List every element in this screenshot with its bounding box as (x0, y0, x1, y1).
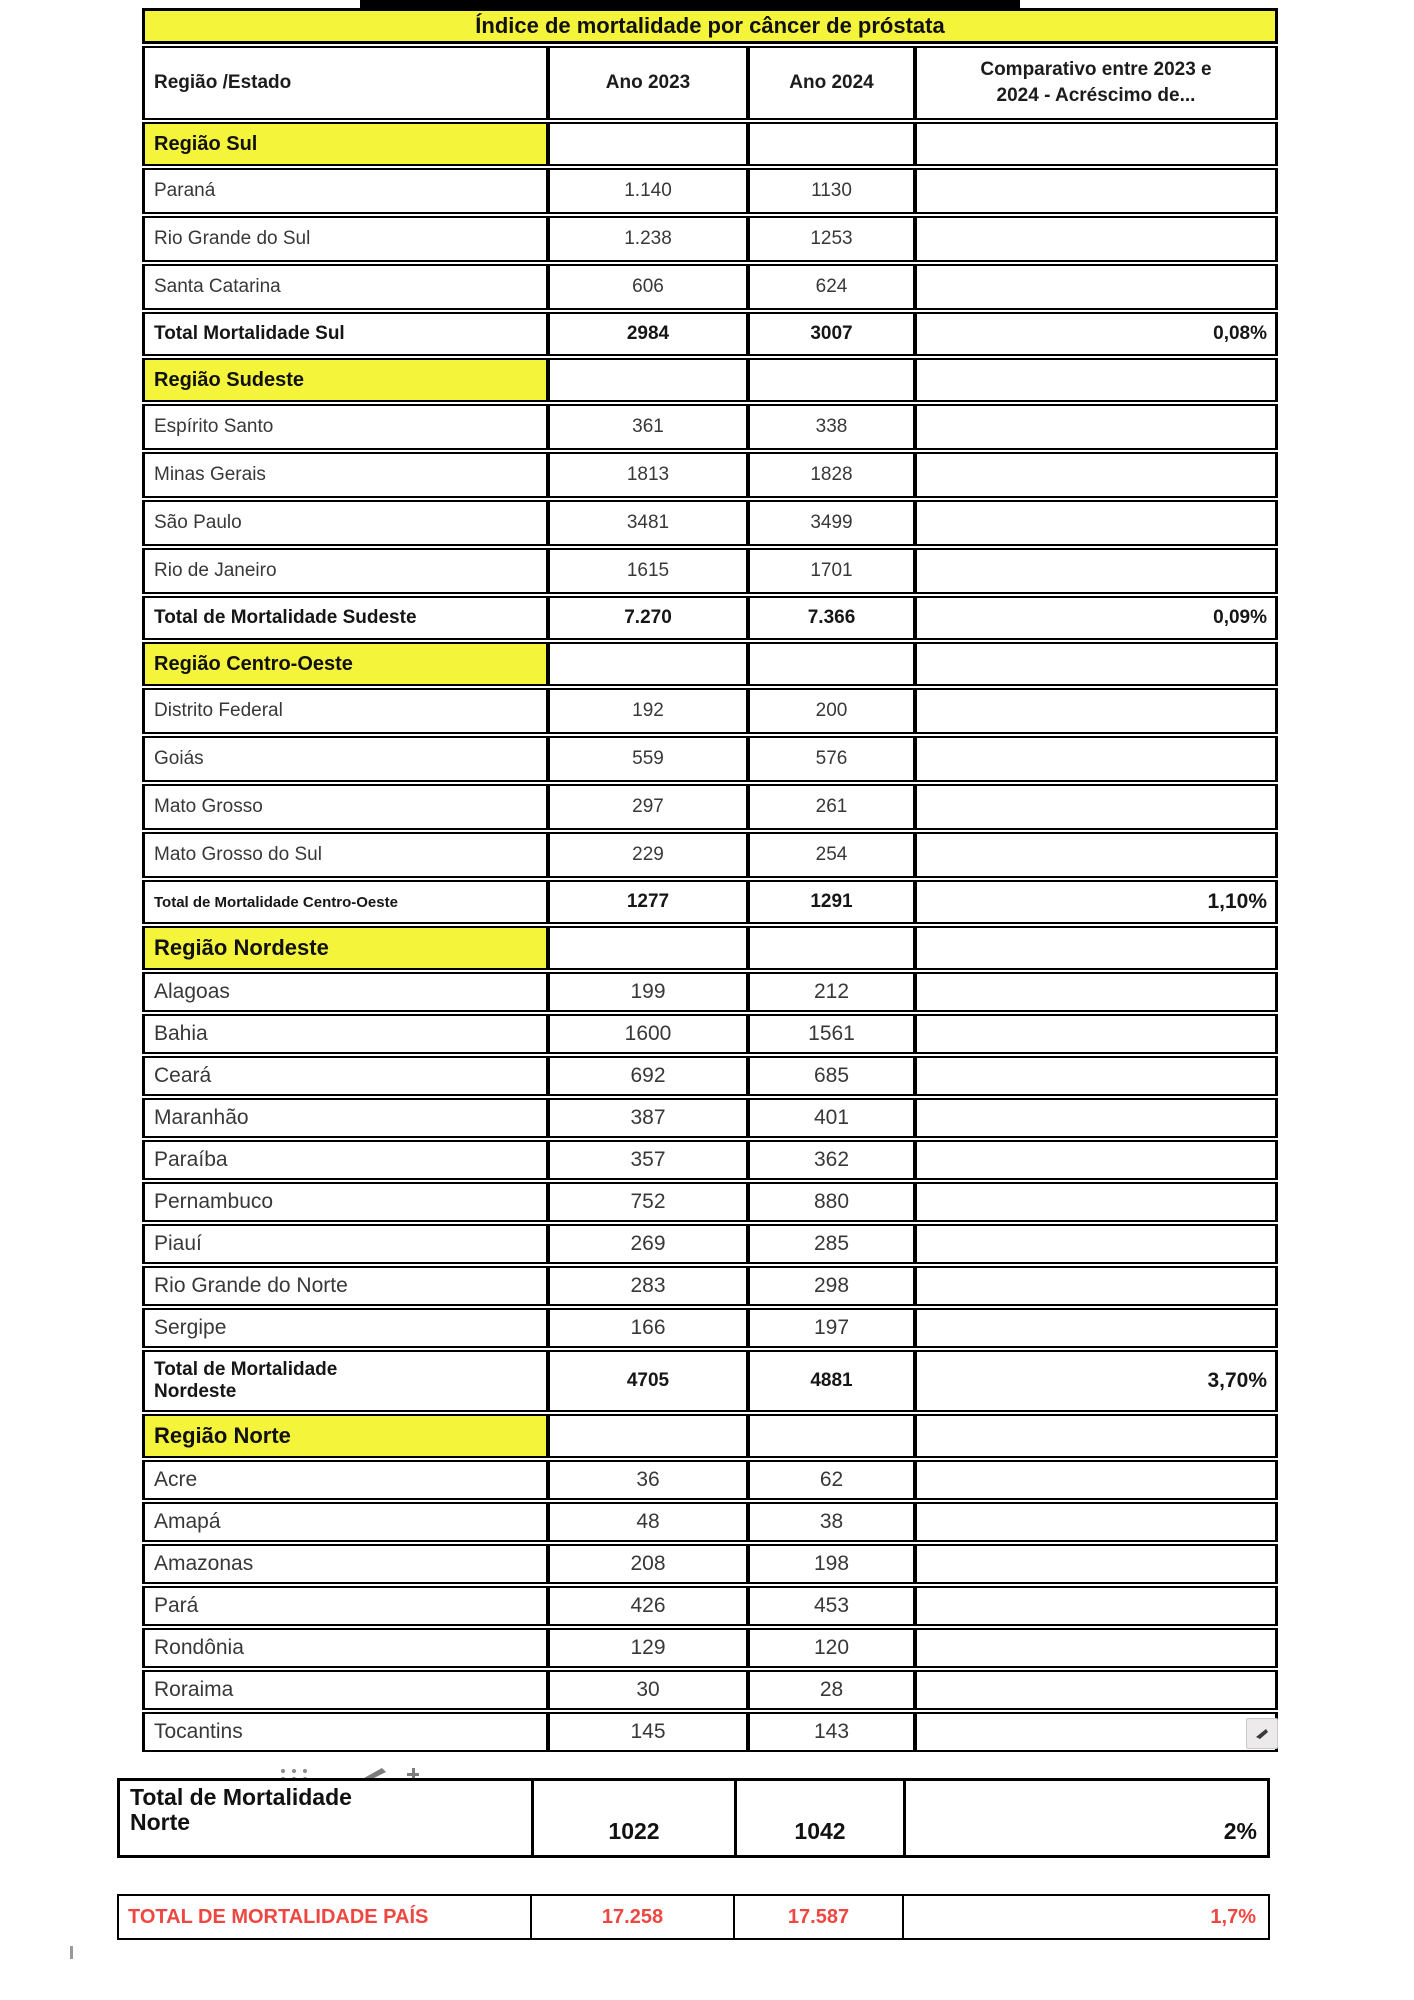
state-name-cell: Bahia (142, 1014, 548, 1054)
value-2024-cell: 62 (748, 1460, 915, 1500)
empty-cell (915, 122, 1278, 166)
state-row (142, 1014, 1278, 1054)
value-2023-cell: 192 (548, 688, 748, 734)
value-2024-cell: 880 (748, 1182, 915, 1222)
pais-total-pct: 1,7% (902, 1896, 1266, 1938)
empty-cell (548, 1414, 748, 1458)
total-2023-cell: 1277 (548, 880, 748, 924)
header-ano-2023: Ano 2023 (548, 46, 748, 120)
empty-cell (915, 1670, 1278, 1710)
empty-cell (548, 642, 748, 686)
state-row (142, 1460, 1278, 1500)
value-2023-cell: 166 (548, 1308, 748, 1348)
empty-cell (548, 122, 748, 166)
value-2024-cell: 453 (748, 1586, 915, 1626)
value-2024-cell: 198 (748, 1544, 915, 1584)
header-comparativo-line1: Comparativo entre 2023 e (980, 59, 1212, 81)
total-row (142, 1350, 1278, 1412)
state-row (142, 784, 1278, 830)
value-2024-cell: 3499 (748, 500, 915, 546)
total-row (142, 880, 1278, 924)
total-pct-cell: 0,08% (915, 312, 1278, 356)
state-row (142, 832, 1278, 878)
value-2023-cell: 1600 (548, 1014, 748, 1054)
state-name-cell: Pará (142, 1586, 548, 1626)
state-name-cell: Acre (142, 1460, 548, 1500)
value-2023-cell: 36 (548, 1460, 748, 1500)
header-row (142, 46, 1278, 120)
table-title: Índice de mortalidade por câncer de próstata (142, 8, 1278, 44)
value-2024-cell: 212 (748, 972, 915, 1012)
total-label-cell (142, 1350, 548, 1412)
state-row (142, 736, 1278, 782)
value-2023-cell: 145 (548, 1712, 748, 1752)
region-header-row (142, 122, 1278, 166)
empty-cell (915, 264, 1278, 310)
value-2023-cell: 1.238 (548, 216, 748, 262)
empty-cell (915, 972, 1278, 1012)
state-row (142, 216, 1278, 262)
state-row (142, 1628, 1278, 1668)
value-2024-cell: 143 (748, 1712, 915, 1752)
total-2024-cell: 4881 (748, 1350, 915, 1412)
empty-cell (915, 1224, 1278, 1264)
value-2024-cell: 197 (748, 1308, 915, 1348)
total-pct-cell: 1,10% (915, 880, 1278, 924)
state-name-cell: Amapá (142, 1502, 548, 1542)
value-2023-cell: 269 (548, 1224, 748, 1264)
value-2024-cell: 624 (748, 264, 915, 310)
state-name-cell: Piauí (142, 1224, 548, 1264)
state-name-cell: Mato Grosso (142, 784, 548, 830)
empty-cell (748, 642, 915, 686)
state-row (142, 688, 1278, 734)
value-2024-cell: 298 (748, 1266, 915, 1306)
value-2024-cell: 200 (748, 688, 915, 734)
value-2023-cell: 1.140 (548, 168, 748, 214)
region-label: Região Norte (142, 1414, 548, 1458)
region-header-row (142, 358, 1278, 402)
norte-total-label (120, 1781, 531, 1855)
total-label-cell: Total Mortalidade Sul (142, 312, 548, 356)
value-2024-cell: 685 (748, 1056, 915, 1096)
state-row (142, 1224, 1278, 1264)
region-header-row (142, 642, 1278, 686)
state-name-cell: Goiás (142, 736, 548, 782)
empty-cell (915, 452, 1278, 498)
empty-cell (915, 1056, 1278, 1096)
value-2024-cell: 338 (748, 404, 915, 450)
value-2023-cell: 559 (548, 736, 748, 782)
header-region-estado: Região /Estado (142, 46, 548, 120)
state-row (142, 1182, 1278, 1222)
value-2023-cell: 387 (548, 1098, 748, 1138)
text-cursor-artifact (70, 1946, 73, 1959)
total-pct-cell: 0,09% (915, 596, 1278, 640)
empty-cell (915, 642, 1278, 686)
state-name-cell: Amazonas (142, 1544, 548, 1584)
state-row (142, 1266, 1278, 1306)
empty-cell (748, 1414, 915, 1458)
value-2023-cell: 229 (548, 832, 748, 878)
value-2023-cell: 426 (548, 1586, 748, 1626)
value-2023-cell: 1813 (548, 452, 748, 498)
state-name-cell: Ceará (142, 1056, 548, 1096)
state-name-cell: São Paulo (142, 500, 548, 546)
value-2024-cell: 38 (748, 1502, 915, 1542)
header-comparativo (915, 46, 1278, 120)
value-2024-cell: 1561 (748, 1014, 915, 1054)
state-row (142, 1586, 1278, 1626)
value-2024-cell: 261 (748, 784, 915, 830)
total-pct-cell: 3,70% (915, 1350, 1278, 1412)
total-2024-cell: 1291 (748, 880, 915, 924)
state-row (142, 1712, 1278, 1752)
empty-cell (915, 688, 1278, 734)
value-2023-cell: 606 (548, 264, 748, 310)
region-header-row (142, 926, 1278, 970)
total-2023-cell: 7.270 (548, 596, 748, 640)
empty-cell (915, 500, 1278, 546)
region-label: Região Sudeste (142, 358, 548, 402)
state-row (142, 972, 1278, 1012)
empty-cell (915, 1014, 1278, 1054)
total-row (142, 596, 1278, 640)
region-label: Região Centro-Oeste (142, 642, 548, 686)
state-name-cell: Espírito Santo (142, 404, 548, 450)
value-2024-cell: 1253 (748, 216, 915, 262)
value-2024-cell: 120 (748, 1628, 915, 1668)
empty-cell (915, 1182, 1278, 1222)
empty-cell (748, 358, 915, 402)
state-name-cell: Rondônia (142, 1628, 548, 1668)
empty-cell (915, 168, 1278, 214)
norte-total-pct: 2% (903, 1781, 1267, 1855)
empty-cell (748, 122, 915, 166)
empty-cell (548, 926, 748, 970)
empty-cell (915, 1140, 1278, 1180)
value-2023-cell: 297 (548, 784, 748, 830)
empty-cell (915, 1308, 1278, 1348)
empty-cell (548, 358, 748, 402)
total-label-text: Total de Mortalidade Nordeste (154, 1359, 338, 1402)
region-header-row (142, 1414, 1278, 1458)
value-2023-cell: 357 (548, 1140, 748, 1180)
total-2024-cell: 3007 (748, 312, 915, 356)
value-2023-cell: 129 (548, 1628, 748, 1668)
value-2024-cell: 1828 (748, 452, 915, 498)
empty-cell (915, 216, 1278, 262)
pais-total-label: TOTAL DE MORTALIDADE PAÍS (128, 1905, 429, 1928)
header-comparativo-line2: 2024 - Acréscimo de... (996, 85, 1196, 106)
norte-total-2023: 1022 (531, 1781, 734, 1855)
value-2023-cell: 692 (548, 1056, 748, 1096)
value-2023-cell: 199 (548, 972, 748, 1012)
empty-cell (915, 1712, 1278, 1752)
main-table (142, 8, 1278, 1754)
value-2024-cell: 576 (748, 736, 915, 782)
value-2023-cell: 3481 (548, 500, 748, 546)
header-ano-2024: Ano 2024 (748, 46, 915, 120)
value-2023-cell: 30 (548, 1670, 748, 1710)
total-label-cell: Total de Mortalidade Centro-Oeste (142, 880, 548, 924)
state-row (142, 1140, 1278, 1180)
pais-total-2024: 17.587 (733, 1896, 902, 1938)
norte-total-table (117, 1778, 1270, 1858)
state-row (142, 264, 1278, 310)
empty-cell (915, 1502, 1278, 1542)
total-2023-cell: 2984 (548, 312, 748, 356)
empty-cell (915, 404, 1278, 450)
empty-cell (748, 926, 915, 970)
state-row (142, 548, 1278, 594)
empty-cell (915, 1414, 1278, 1458)
state-name-cell: Maranhão (142, 1098, 548, 1138)
state-name-cell: Sergipe (142, 1308, 548, 1348)
state-row (142, 1056, 1278, 1096)
state-name-cell: Rio Grande do Norte (142, 1266, 548, 1306)
value-2024-cell: 362 (748, 1140, 915, 1180)
value-2023-cell: 208 (548, 1544, 748, 1584)
state-name-cell: Tocantins (142, 1712, 548, 1752)
state-name-cell: Santa Catarina (142, 264, 548, 310)
state-row (142, 500, 1278, 546)
state-name-cell: Distrito Federal (142, 688, 548, 734)
value-2023-cell: 48 (548, 1502, 748, 1542)
state-name-cell: Mato Grosso do Sul (142, 832, 548, 878)
value-2023-cell: 361 (548, 404, 748, 450)
state-row (142, 1544, 1278, 1584)
value-2024-cell: 254 (748, 832, 915, 878)
value-2024-cell: 285 (748, 1224, 915, 1264)
state-name-cell: Rio Grande do Sul (142, 216, 548, 262)
state-name-cell: Rio de Janeiro (142, 548, 548, 594)
autofill-options-button[interactable] (1246, 1718, 1278, 1749)
empty-cell (915, 1544, 1278, 1584)
total-label-cell: Total de Mortalidade Sudeste (142, 596, 548, 640)
state-name-cell: Paraná (142, 168, 548, 214)
state-name-cell: Pernambuco (142, 1182, 548, 1222)
state-name-cell: Roraima (142, 1670, 548, 1710)
state-row (142, 404, 1278, 450)
empty-cell (915, 926, 1278, 970)
value-2024-cell: 401 (748, 1098, 915, 1138)
empty-cell (915, 1460, 1278, 1500)
region-label: Região Sul (142, 122, 548, 166)
value-2024-cell: 28 (748, 1670, 915, 1710)
table-sections (142, 122, 1278, 1752)
state-name-cell: Alagoas (142, 972, 548, 1012)
value-2024-cell: 1701 (748, 548, 915, 594)
state-name-cell: Minas Gerais (142, 452, 548, 498)
value-2024-cell: 1130 (748, 168, 915, 214)
state-row (142, 452, 1278, 498)
total-2023-cell: 4705 (548, 1350, 748, 1412)
value-2023-cell: 1615 (548, 548, 748, 594)
state-row (142, 1308, 1278, 1348)
pais-total-2023: 17.258 (530, 1896, 733, 1938)
state-row (142, 1502, 1278, 1542)
state-name-cell: Paraíba (142, 1140, 548, 1180)
norte-total-label-text: Total de Mortalidade Norte (130, 1784, 352, 1836)
value-2023-cell: 283 (548, 1266, 748, 1306)
total-2024-cell: 7.366 (748, 596, 915, 640)
pais-total-table (117, 1894, 1270, 1940)
empty-cell (915, 1586, 1278, 1626)
empty-cell (915, 1098, 1278, 1138)
region-label: Região Nordeste (142, 926, 548, 970)
empty-cell (915, 358, 1278, 402)
empty-cell (915, 548, 1278, 594)
empty-cell (915, 736, 1278, 782)
empty-cell (915, 784, 1278, 830)
total-row (142, 312, 1278, 356)
state-row (142, 168, 1278, 214)
state-row (142, 1670, 1278, 1710)
value-2023-cell: 752 (548, 1182, 748, 1222)
empty-cell (915, 1628, 1278, 1668)
norte-total-2024: 1042 (734, 1781, 903, 1855)
empty-cell (915, 1266, 1278, 1306)
state-row (142, 1098, 1278, 1138)
empty-cell (915, 832, 1278, 878)
